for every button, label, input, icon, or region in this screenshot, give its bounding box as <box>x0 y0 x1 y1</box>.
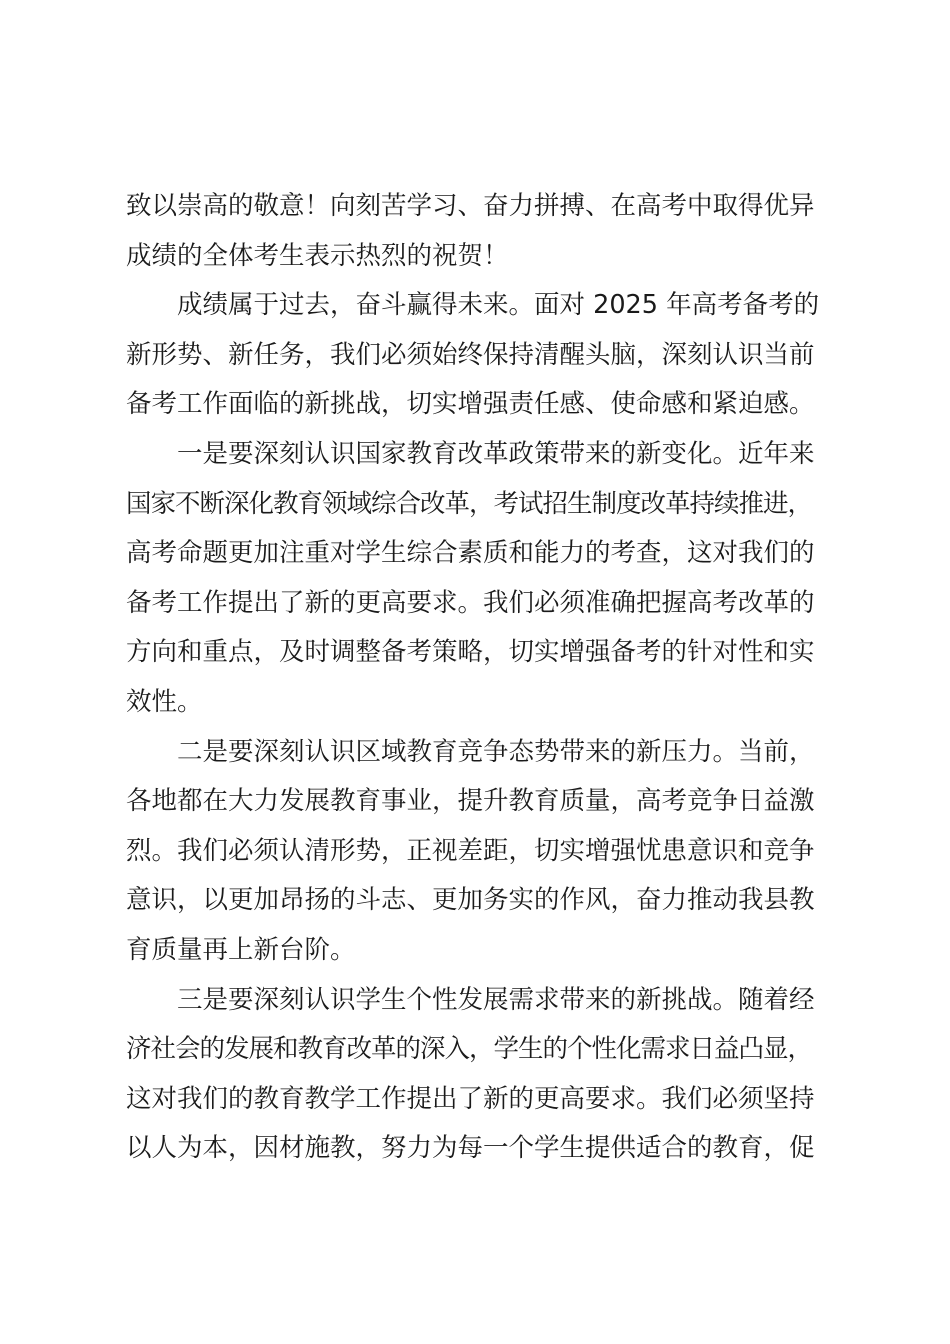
text-line: 方向和重点，及时调整备考策略，切实增强备考的针对性和实 <box>126 637 815 668</box>
text-line: 国家不断深化教育领域综合改革，考试招生制度改革持续推进， <box>126 488 813 519</box>
text-line: 新形势、新任务，我们必须始终保持清醒头脑，深刻认识当前 <box>126 339 815 370</box>
text-line: 效性。 <box>126 686 203 717</box>
paragraph-start-line: 三是要深刻认识学生个性发展需求带来的新挑战。随着经 <box>177 984 815 1015</box>
text-line: 高考命题更加注重对学生综合素质和能力的考查，这对我们的 <box>126 538 815 569</box>
text-line: 以人为本，因材施教，努力为每一个学生提供适合的教育，促 <box>126 1133 815 1164</box>
text-line: 备考工作提出了新的更高要求。我们必须准确把握高考改革的 <box>126 587 815 618</box>
text-line: 意识，以更加昂扬的斗志、更加务实的作风，奋力推动我县教 <box>126 885 815 916</box>
paragraph-start-line: 一是要深刻认识国家教育改革政策带来的新变化。近年来 <box>177 438 815 469</box>
text-line: 育质量再上新台阶。 <box>126 934 356 965</box>
text-line: 备考工作面临的新挑战，切实增强责任感、使命感和紧迫感。 <box>126 389 815 420</box>
text-line: 烈。我们必须认清形势，正视差距，切实增强忧患意识和竞争 <box>126 835 815 866</box>
text-line: 各地都在大力发展教育事业，提升教育质量，高考竞争日益激 <box>126 786 815 817</box>
text-line: 济社会的发展和教育改革的深入，学生的个性化需求日益凸显， <box>126 1034 813 1065</box>
text-line: 这对我们的教育教学工作提出了新的更高要求。我们必须坚持 <box>126 1083 815 1114</box>
text-line: 致以崇高的敬意！向刻苦学习、奋力拼搏、在高考中取得优异 <box>126 191 815 221</box>
paragraph-start-line: 二是要深刻认识区域教育竞争态势带来的新压力。当前， <box>177 736 815 767</box>
document-body <box>126 182 836 1174</box>
text-line: 成绩的全体考生表示热烈的祝贺！ <box>126 240 509 271</box>
paragraph-start-line: 成绩属于过去，奋斗赢得未来。面对 2025 年高考备考的 <box>177 290 820 321</box>
